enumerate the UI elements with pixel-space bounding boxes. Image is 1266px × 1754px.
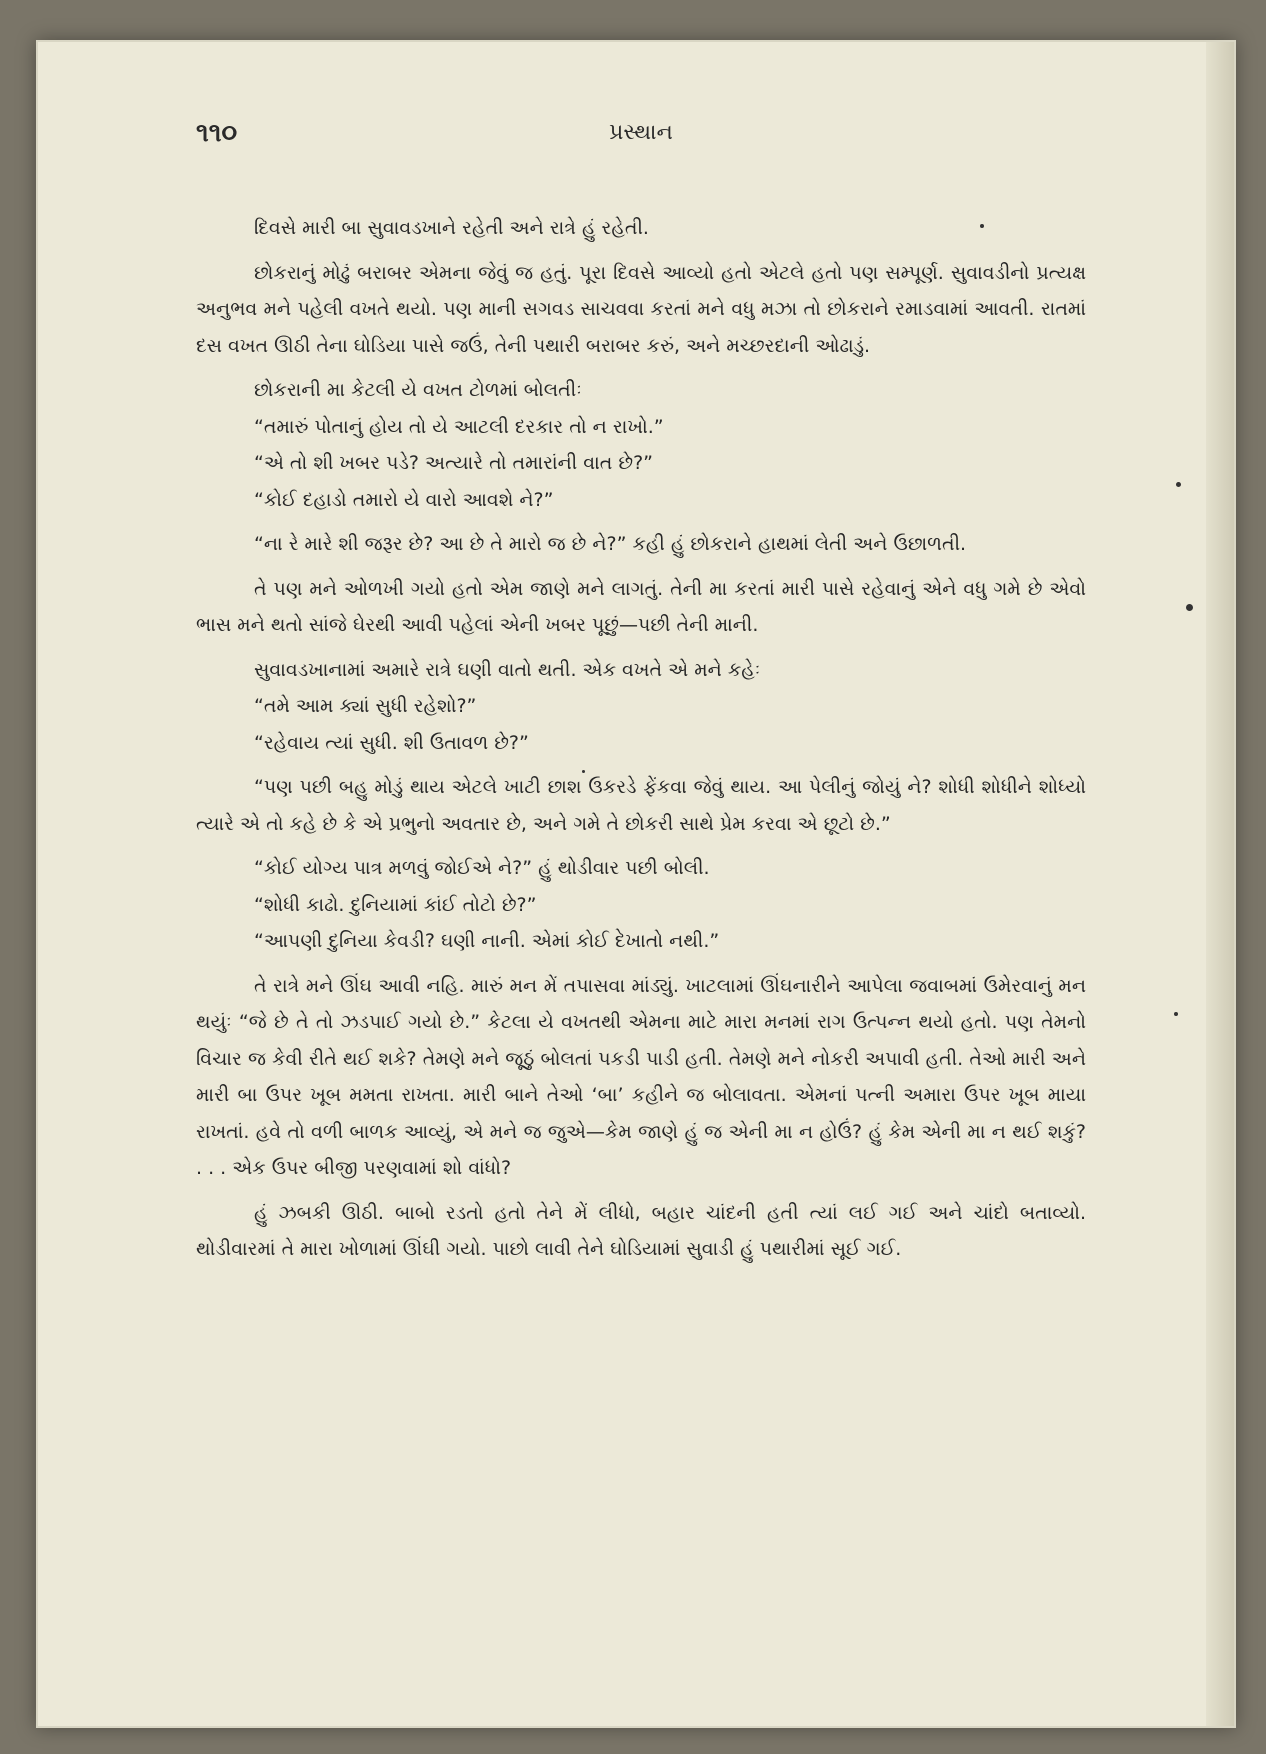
dialogue-line: “આપણી દુનિયા કેવડી? ઘણી નાની. એમાં કોઈ દેખાતો નથી.” [254, 930, 720, 952]
paragraph: તે પણ મને ઓળખી ગયો હતો એમ જાણે મને લાગતું. તેની મા કરતાં મારી પાસે રહેવાનું એને વધુ ગમે છે એવો ભાસ મને થતો સાંજે ઘેરથી આવી પહેલાં એની ખબર પૂછું—પછી તેની માની. [196, 577, 1086, 636]
dialogue-line: “રહેવાય ત્યાં સુધી. શી ઉતાવળ છે?” [254, 731, 529, 754]
paragraph: દિવસે મારી બા સુવાવડખાને રહેતી અને રાત્રે હું રહેતી. [254, 217, 649, 239]
print-speck [1176, 482, 1181, 487]
paragraph: સુવાવડખાનામાં અમારે રાત્રે ઘણી વાતો થતી. એક વખતે એ મને કહેઃ [254, 658, 761, 681]
dialogue-line: “શોધી કાઢો. દુનિયામાં કાંઈ તોટો છે?” [254, 893, 537, 916]
dialogue-line: “તમે આમ ક્યાં સુધી રહેશો?” [254, 695, 477, 717]
print-speck [1174, 1012, 1178, 1016]
dialogue-line: “તમારું પોતાનું હોય તો યે આટલી દરકાર તો ન રાખો.” [254, 415, 664, 438]
body-text [196, 210, 1086, 1276]
paragraph: હું ઝબકી ઊઠી. બાબો રડતો હતો તેને મેં લીધો, બહાર ચાંદની હતી ત્યાં લઈ ગઈ અને ચાંદો બતાવ્યો. થોડીવારમાં તે મારા ખોળામાં ઊંઘી ગયો. પાછો લાવી તેને ઘોડિયામાં સુવાડી હું પથારીમાં સૂઈ ગઈ. [196, 1201, 1086, 1260]
page-number: ૧૧૦ [196, 118, 238, 148]
page-header [196, 118, 1086, 158]
page-gutter-shadow [1206, 42, 1234, 1726]
dialogue-line: “કોઈ દહાડો તમારો યે વારો આવશે ને?” [254, 488, 554, 511]
paragraph: તે રાત્રે મને ઊંઘ આવી નહિ. મારું મન મેં તપાસવા માંડ્યું. ખાટલામાં ઊંઘનારીને આપેલા જવાબમાં ઉમેરવાનું મન થયુંઃ “જે છે તે તો ઝડપાઈ ગયો છે.” કેટલા યે વખતથી એમના માટે મારા મનમાં રાગ ઉત્પન્ન થયો હતો. પણ તેમનો વિચાર જ કેવી રીતે થઈ શકે? તેમણે મને જૂઠું બોલતાં પકડી પાડી હતી. તેમણે મને નોકરી અપાવી હતી. તેઓ મારી અને મારી બા ઉપર ખૂબ મમતા રાખતા. મારી બાને તેઓ ‘બા’ કહીને જ બોલાવતા. એમનાં પત્ની અમારા ઉપર ખૂબ માયા રાખતાં. હવે તો વળી બાળક આવ્યું, એ મને જ જુએ—કેમ જાણે હું જ એની મા ન હોઉં? હું કેમ એની મા ન થઈ શકું? . . . એક ઉપર બીજી પરણવામાં શો વાંધો? [196, 974, 1086, 1179]
paragraph: “પણ પછી બહુ મોડું થાય એટલે ખાટી છાશ ઉકરડે ફેંકવા જેવું થાય. આ પેલીનું જોયું ને? શોધી શોધીને શોધ્યો ત્યારે એ તો કહે છે કે એ પ્રભુનો અવતાર છે, અને ગમે તે છોકરી સાથે પ્રેમ કરવા એ છૂટો છે.” [196, 776, 1086, 835]
paragraph: છોકરાની મા કેટલી યે વખત ટોળમાં બોલતીઃ [254, 379, 582, 401]
paragraph: “ના રે મારે શી જરૂર છે? આ છે તે મારો જ છે ને?” કહી હું છોકરાને હાથમાં લેતી અને ઉછાળતી. [254, 533, 967, 555]
print-speck [1186, 604, 1193, 611]
print-speck [980, 224, 984, 228]
dialogue-line: “એ તો શી ખબર પડે? અત્યારે તો તમારાંની વાત છે?” [254, 452, 654, 474]
print-speck [582, 770, 585, 773]
paragraph: છોકરાનું મોઢું બરાબર એમના જેવું જ હતું. પૂરા દિવસે આવ્યો હતો એટલે હતો પણ સમ્પૂર્ણ. સુવાવડીનો પ્રત્યક્ષ અનુભવ મને પહેલી વખતે થયો. પણ માની સગવડ સાચવવા કરતાં મને વધુ મઝા તો છોકરાને રમાડવામાં આવતી. રાતમાં દસ વખત ઊઠી તેના ઘોડિયા પાસે જઉં, તેની પથારી બરાબર કરું, અને મચ્છરદાની ઓઢાડું. [196, 261, 1086, 357]
running-title: પ્રસ્થાન [609, 120, 673, 145]
dialogue-line: “કોઈ યોગ્ય પાત્ર મળવું જોઈએ ને?” હું થોડીવાર પછી બોલી. [254, 857, 710, 879]
